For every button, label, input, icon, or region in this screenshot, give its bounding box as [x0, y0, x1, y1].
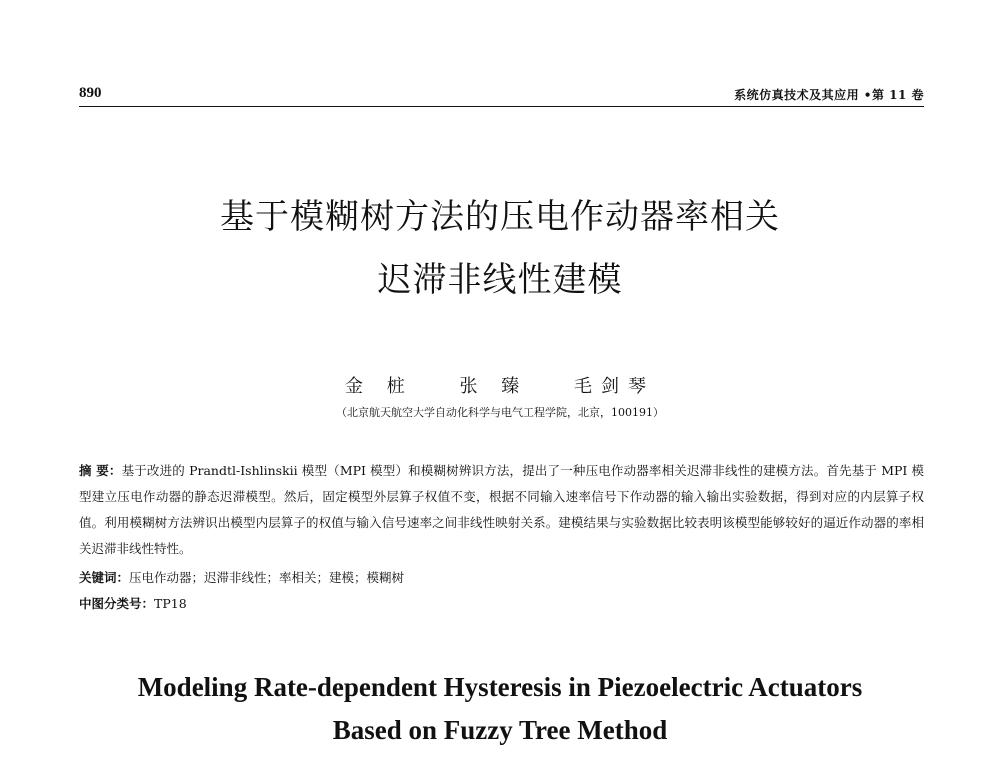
author-list [0, 372, 1000, 398]
page-number: 890 [79, 85, 102, 101]
english-title-line-1: Modeling Rate-dependent Hysteresis in Piezoelectric Actuators [137, 672, 863, 702]
affiliation: （北京航天航空大学自动化科学与电气工程学院，北京，100191） [336, 406, 664, 419]
journal-name: 系统仿真技术及其应用 •第 11 卷 [734, 88, 924, 102]
keywords-label: 关键词： [79, 570, 130, 585]
chinese-title-line-1: 基于模糊树方法的压电作动器率相关 [220, 197, 780, 237]
classification [79, 593, 187, 615]
chinese-title-line-2: 迟滞非线性建模 [377, 260, 623, 300]
abstract [79, 458, 924, 562]
classification-label: 中图分类号： [79, 596, 155, 611]
abstract-label: 摘 要： [79, 463, 122, 478]
keywords-text: 压电作动器；迟滞非线性；率相关；建模；模糊树 [129, 570, 405, 585]
author-3: 毛剑琴 [573, 376, 655, 397]
author-2: 张 臻 [459, 376, 529, 397]
author-1: 金 桩 [345, 376, 414, 397]
keywords [79, 567, 404, 589]
running-header [79, 85, 924, 107]
header-rule [79, 106, 924, 107]
classification-text: TP18 [154, 596, 187, 611]
abstract-text: 基于改进的 Prandtl-Ishlinskii 模型（MPI 模型）和模糊树辨识方法，提出了一种压电作动器率相关迟滞非线性的建模方法。首先基于 MPI 模型建立压电作动器的静态迟滞模型。然后，固定模型外层算子权值不变，根据不同输入速率信号下作动器的输入输出实验数据，得到对应的内层算子权值。利用模糊树方法辨识出模型内层算子的权值与输入信号速率之间非线性映射关系。建模结果与实验数据比较表明该模型能够较好的逼近作动器的率相关迟滞非线性特性。 [79, 463, 925, 556]
english-title-line-2: Based on Fuzzy Tree Method [332, 715, 668, 745]
